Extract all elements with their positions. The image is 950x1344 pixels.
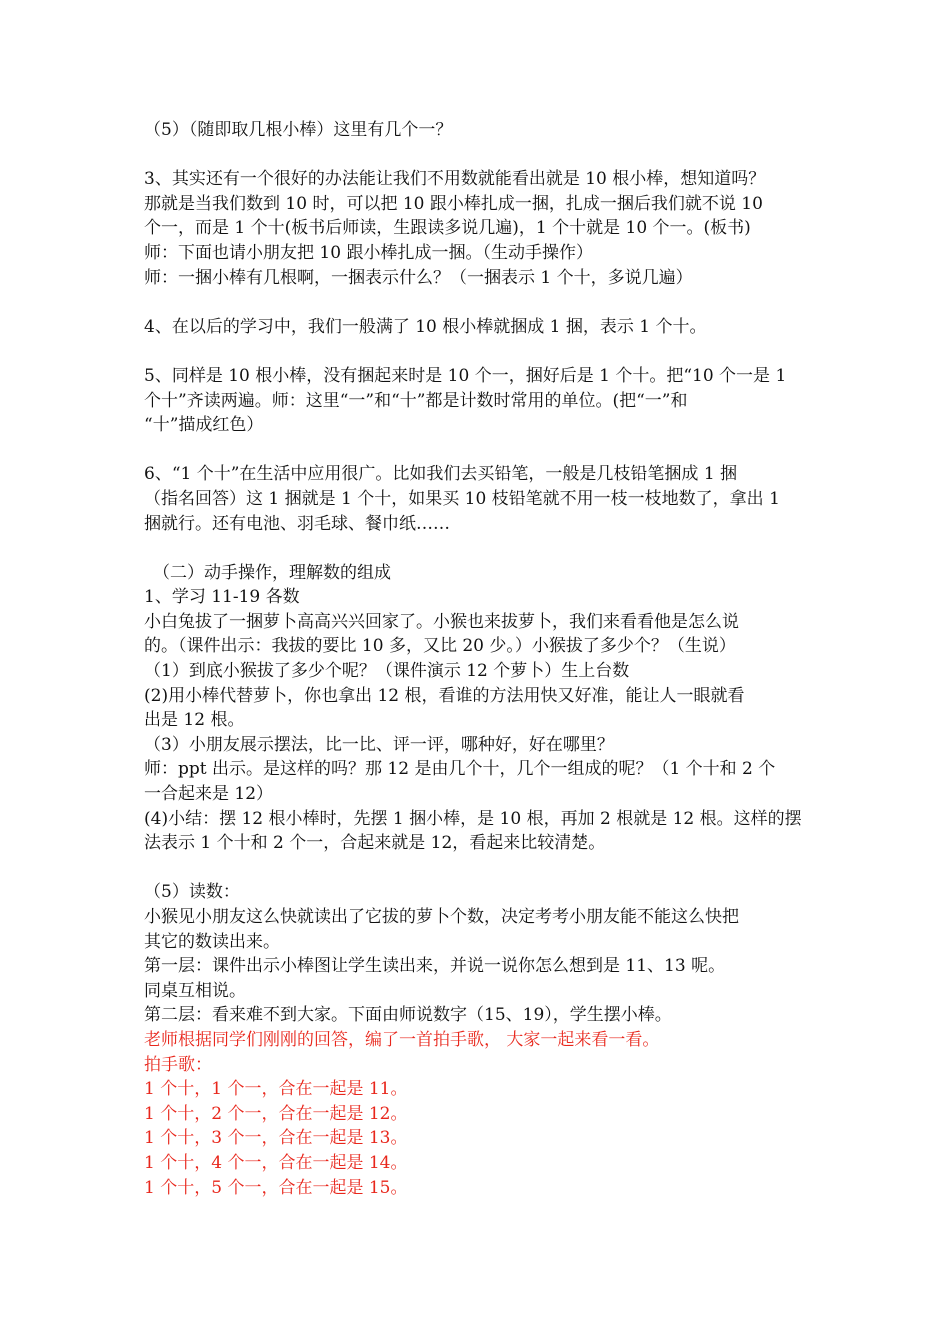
paragraph-line: 捆就行。还有电池、羽毛球、餐巾纸…… xyxy=(144,513,450,534)
paragraph-line: 其它的数读出来。 xyxy=(144,931,280,952)
paragraph-line: 出是 12 根。 xyxy=(144,710,245,731)
paragraph-line: （5）读数： xyxy=(144,882,240,903)
paragraph-line: 小猴见小朋友这么快就读出了它拔的萝卜个数，决定考考小朋友能不能这么快把 xyxy=(144,907,739,927)
paragraph-line: 那就是当我们数到 10 时，可以把 10 跟小棒扎成一捆，扎成一捆后我们就不说 10 xyxy=(144,193,763,214)
document-page xyxy=(144,118,824,1200)
paragraph-line: 小白兔拔了一捆萝卜高高兴兴回家了。小猴也来拔萝卜，我们来看看他是怎么说 xyxy=(144,611,739,632)
paragraph-gap xyxy=(144,339,824,364)
song-line: 1 个十，5 个一，合在一起是 15。 xyxy=(144,1177,408,1198)
paragraph-line: 师：下面也请小朋友把 10 跟小棒扎成一捆。（生动手操作） xyxy=(144,242,593,263)
paragraph-line: (4)小结：摆 12 根小棒时，先摆 1 捆小棒，是 10 根，再加 2 根就是 12 根。这样的摆 xyxy=(144,808,802,829)
paragraph-gap xyxy=(144,290,824,315)
paragraph-line: （3）小朋友展示摆法，比一比、评一评，哪种好，好在哪里？ xyxy=(144,734,614,755)
paragraph-line: 1、学习 11-19 各数 xyxy=(144,587,300,608)
paragraph-line: 第二层：看来难不到大家。下面由师说数字（15、19），学生摆小棒。 xyxy=(144,1005,672,1026)
paragraph-line: （5）（随即取几根小棒）这里有几个一？ xyxy=(144,120,453,140)
section-heading: （二）动手操作，理解数的组成 xyxy=(153,562,391,583)
paragraph-line: 师：一捆小棒有几根啊，一捆表示什么？（一捆表示 1 个十，多说几遍） xyxy=(144,267,693,288)
song-line: 1 个十，3 个一，合在一起是 13。 xyxy=(144,1128,408,1149)
paragraph-line: 师：ppt 出示。是这样的吗？那 12 是由几个十，几个一组成的呢？（1 个十和 2 个 xyxy=(144,759,776,780)
song-line: 1 个十，1 个一，合在一起是 11。 xyxy=(144,1079,408,1100)
paragraph-line: (2)用小棒代替萝卜，你也拿出 12 根，看谁的方法用快又好准，能让人一眼就看 xyxy=(144,685,745,706)
paragraph-line: 同桌互相说。 xyxy=(144,980,246,1001)
paragraph-line: “十”描成红色） xyxy=(144,415,264,436)
paragraph-line: 的。（课件出示：我拔的要比 10 多，又比 20 少。）小猴拔了多少个？（生说） xyxy=(144,636,736,657)
paragraph-line: （指名回答）这 1 捆就是 1 个十，如果买 10 枝铅笔就不用一枝一枝地数了，拿出 1 xyxy=(144,488,780,509)
paragraph-line: 4、在以后的学习中，我们一般满了 10 根小棒就捆成 1 捆，表示 1 个十。 xyxy=(144,316,707,337)
paragraph-line: 5、同样是 10 根小棒，没有捆起来时是 10 个一，捆好后是 1 个十。把“10 个一是 1 xyxy=(144,365,787,386)
paragraph-line: 第一层：课件出示小棒图让学生读出来，并说一说你怎么想到是 11、13 呢。 xyxy=(144,956,726,977)
song-line: 1 个十，2 个一，合在一起是 12。 xyxy=(144,1103,408,1124)
paragraph-line: （1）到底小猴拔了多少个呢？（课件演示 12 个萝卜）生上台数 xyxy=(144,661,630,682)
paragraph-line: 个一，而是 1 个十(板书后师读，生跟读多说几遍)，1 个十就是 10 个一。(板书) xyxy=(144,218,751,239)
paragraph-line: 个十”齐读两遍。师：这里“一”和“十”都是计数时常用的单位。(把“一”和 xyxy=(144,390,688,411)
paragraph-gap xyxy=(144,856,824,881)
song-line: 1 个十，4 个一，合在一起是 14。 xyxy=(144,1152,408,1173)
paragraph-line: 3、其实还有一个很好的办法能让我们不用数就能看出就是 10 根小棒，想知道吗？ xyxy=(144,169,766,190)
paragraph-line: 一合起来是 12） xyxy=(144,784,274,805)
paragraph-gap xyxy=(144,438,824,463)
highlight-line: 老师根据同学们刚刚的回答，编了一首拍手歌， 大家一起来看一看。 xyxy=(144,1029,660,1050)
paragraph-line: 法表示 1 个十和 2 个一，合起来就是 12，看起来比较清楚。 xyxy=(144,833,606,854)
paragraph-line: 6、“1 个十”在生活中应用很广。比如我们去买铅笔，一般是几枝铅笔捆成 1 捆 xyxy=(144,464,738,485)
song-title: 拍手歌： xyxy=(144,1054,212,1075)
paragraph-gap xyxy=(144,536,824,561)
paragraph-gap xyxy=(144,143,824,168)
